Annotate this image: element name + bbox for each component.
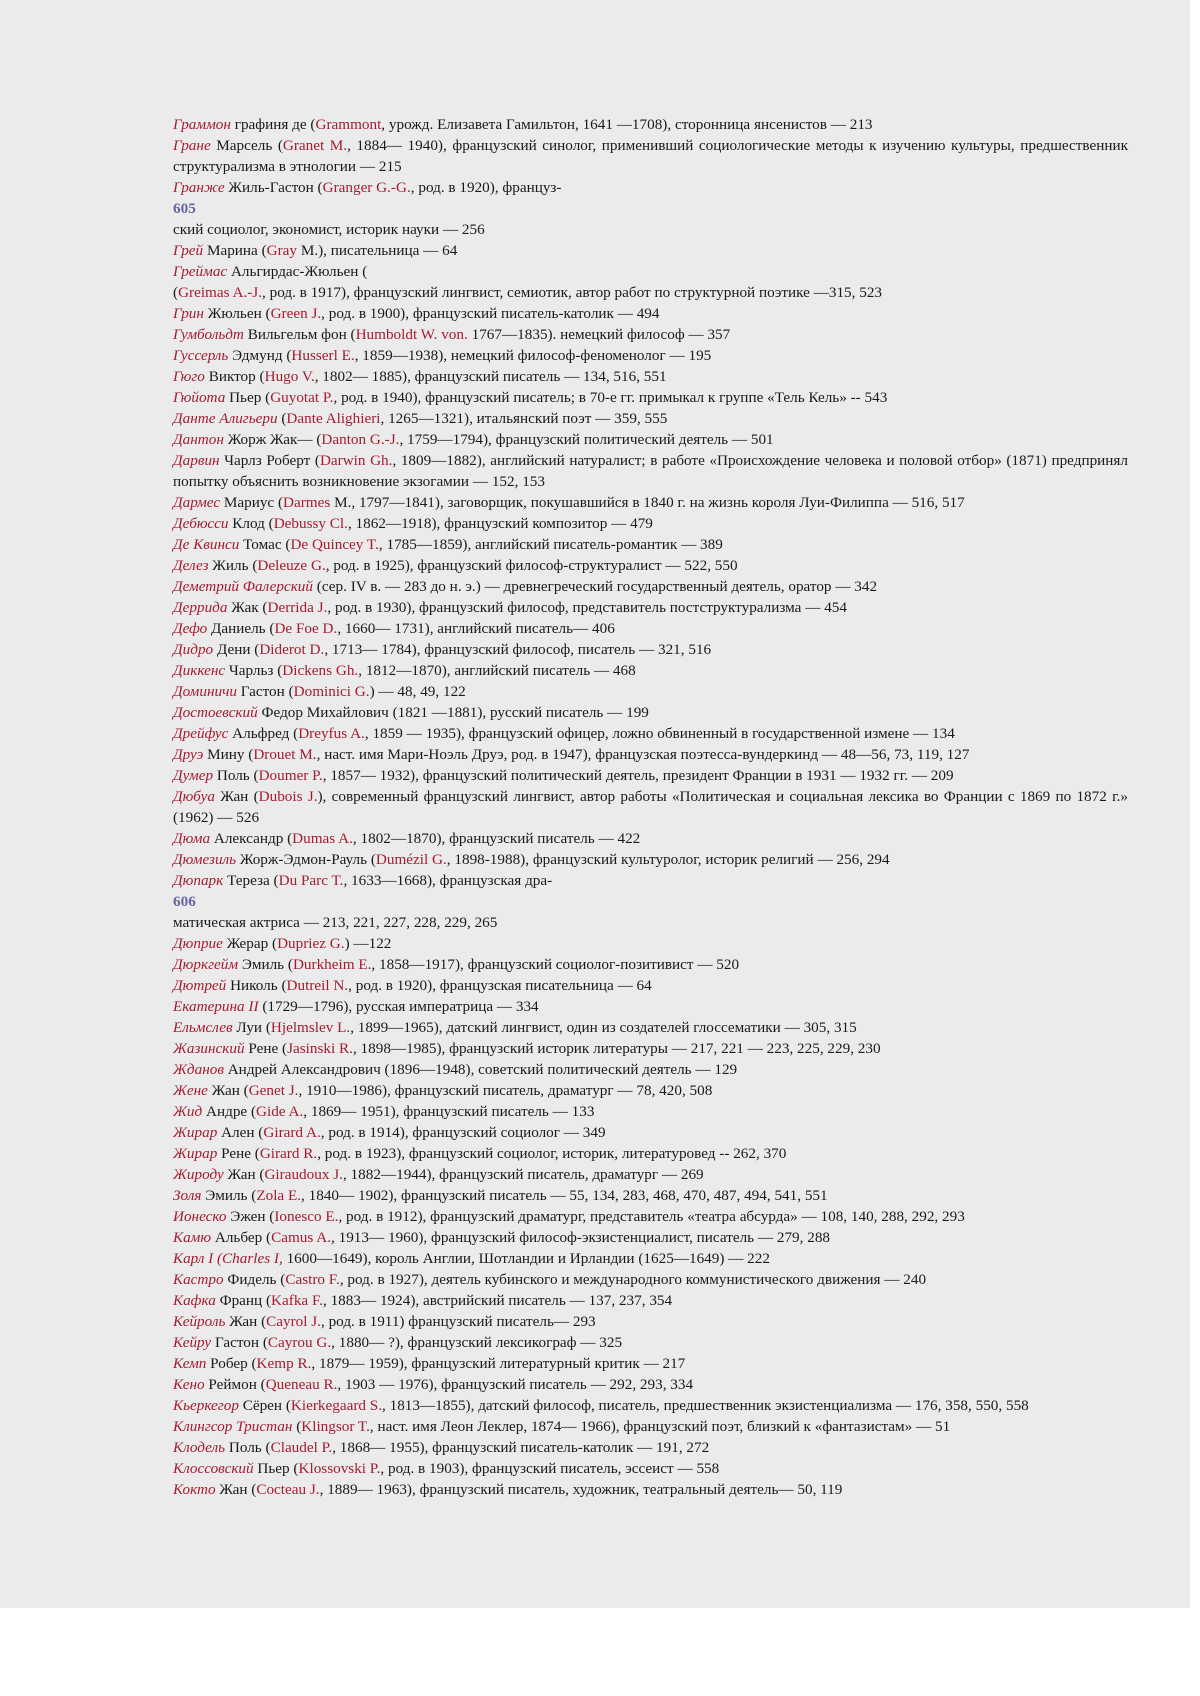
surname: Дефо [173, 620, 208, 637]
original-name: Cayrou G. [267, 1334, 332, 1351]
entry-details: , 1898-1988), французский культуролог, историк религий — 256, 294 [446, 851, 890, 868]
original-name: Dreyfus A. [298, 725, 365, 742]
index-entry [173, 744, 1128, 765]
entry-details: , род. в 1923), французский социолог, историк, литературовед -- 262, 370 [317, 1145, 787, 1162]
surname: Дюприе [173, 935, 223, 952]
index-entry [173, 723, 1128, 744]
entry-details: , род. в 1920), француз- [410, 179, 562, 196]
original-name: Durkheim E. [292, 956, 372, 973]
given-name: Рене ( [244, 1040, 288, 1057]
index-entry [173, 849, 1128, 870]
given-name: Фидель ( [223, 1271, 286, 1288]
entry-details: , род. в 1920), французская писательница — 64 [348, 977, 652, 994]
index-entry [173, 1080, 1128, 1101]
surname: Гюго [173, 368, 205, 385]
given-name: Томас ( [239, 536, 291, 553]
index-entry [173, 1227, 1128, 1248]
index-entry [173, 597, 1128, 618]
entry-details: , род. в 1911) французский писатель— 293 [320, 1313, 596, 1330]
given-name: Ален ( [217, 1124, 264, 1141]
index-entry [173, 555, 1128, 576]
given-name: Сёрен ( [238, 1397, 291, 1414]
index-entry [173, 114, 1128, 135]
entry-details: , 1785—1859), английский писатель-романтик — 389 [378, 536, 723, 553]
surname: Жирар [173, 1145, 218, 1162]
given-name: графиня де ( [230, 116, 316, 133]
entry-details: , род. в 1925), французский философ-структуралист — 522, 550 [325, 557, 738, 574]
surname: Данте Алигьери [173, 410, 278, 427]
entry-details: , 1869— 1951), французский писатель — 133 [303, 1103, 595, 1120]
given-name: Андрей Александрович (1896—1948), советский политический деятель — 129 [223, 1061, 738, 1078]
index-entry [173, 492, 1128, 513]
entry-details: M., 1797—1841), заговорщик, покушавшийся в 1840 г. на жизнь короля Луи-Филиппа — 516, 517 [330, 494, 965, 511]
index-entry [173, 366, 1128, 387]
index-entry [173, 219, 1128, 240]
surname: Де Квинси [173, 536, 240, 553]
given-name: Жан ( [215, 1481, 257, 1498]
surname: Гюйота [173, 389, 226, 406]
index-entry [173, 618, 1128, 639]
entry-details: , 1913— 1960), французский философ-экзистенциалист, писатель — 279, 288 [331, 1229, 831, 1246]
entry-details: , род. в 1903), французский писатель, эссеист — 558 [380, 1460, 720, 1477]
entry-details: 1767—1835). немецкий философ — 357 [467, 326, 731, 343]
surname: Клоссовский [173, 1460, 254, 1477]
surname: Граммон [173, 116, 231, 133]
entry-details: ) — 48, 49, 122 [369, 683, 466, 700]
index-entry [173, 702, 1128, 723]
entry-details: (сер. IV в. — 283 до н. э.) — древнегреческий государственный деятель, оратор — 342 [312, 578, 878, 595]
surname: Дарвин [173, 452, 220, 469]
index-entry [173, 639, 1128, 660]
index-entry [173, 996, 1128, 1017]
given-name: Жак ( [227, 599, 268, 616]
entry-details: , 1883— 1924), австрийский писатель — 137, 237, 354 [322, 1292, 673, 1309]
entry-details: , 1813—1855), датский философ, писатель, предшественник экзистенциализма — 176, 358, 550, 558 [382, 1397, 1029, 1414]
surname: Дюпарк [173, 872, 224, 889]
entry-details: , 1868— 1955), французский писатель-католик — 191, 272 [332, 1439, 710, 1456]
original-name: Doumer P. [258, 767, 323, 784]
index-entry [173, 282, 1128, 303]
original-name: Derrida J. [267, 599, 328, 616]
given-name: Франц ( [215, 1292, 272, 1309]
original-name: Granger G.-G. [322, 179, 411, 196]
entry-details: , урожд. Елизавета Гамильтон, 1641 —1708), сторонница янсенистов — 213 [381, 116, 873, 133]
given-name: Поль ( [213, 767, 259, 784]
original-name: De Quincey T. [290, 536, 379, 553]
original-name: De Foe D. [274, 620, 338, 637]
index-entry [173, 1437, 1128, 1458]
entry-details: , 1802— 1885), французский писатель — 134, 516, 551 [314, 368, 667, 385]
index-entry [173, 1206, 1128, 1227]
given-name: Мину ( [203, 746, 254, 763]
original-name: Kierkegaard S. [290, 1397, 383, 1414]
index-entry [173, 1248, 1128, 1269]
original-name: Cocteau J. [256, 1481, 320, 1498]
original-name: Dupriez G. [277, 935, 345, 952]
surname: Дюбуа [173, 788, 215, 805]
index-entry [173, 1101, 1128, 1122]
entry-text: матическая актриса — 213, 221, 227, 228, 229, 265 [173, 914, 498, 931]
entry-details: , род. в 1914), французский социолог — 349 [320, 1124, 606, 1141]
given-name: Жорж Жак— ( [223, 431, 322, 448]
original-name: Darwin Gh. [319, 452, 393, 469]
entry-details: , 1859—1938), немецкий философ-феноменолог — 195 [354, 347, 712, 364]
surname: Кейру [173, 1334, 212, 1351]
given-name: ( [277, 410, 287, 427]
index-entry [173, 240, 1128, 261]
original-name: Guyotat P. [270, 389, 334, 406]
original-name: Diderot D. [259, 641, 325, 658]
index-entry [173, 681, 1128, 702]
given-name: Марсель ( [210, 137, 283, 154]
name-index [173, 114, 1128, 1500]
original-name: Camus A. [271, 1229, 332, 1246]
index-entry [173, 786, 1128, 828]
surname: Екатерина II [173, 998, 259, 1015]
index-entry [173, 135, 1128, 177]
surname: Жирар [173, 1124, 218, 1141]
given-name: Федор Михайлович (1821 —1881), русский писатель — 199 [257, 704, 649, 721]
entry-details: , 1713— 1784), французский философ, писатель — 321, 516 [324, 641, 712, 658]
given-name: Андре ( [202, 1103, 257, 1120]
given-name: Виктор ( [204, 368, 265, 385]
entry-details: , 1899—1965), датский лингвист, один из создателей глоссематики — 305, 315 [350, 1019, 857, 1036]
entry-details: , 1633—1668), французская дра- [343, 872, 553, 889]
given-name: Пьер ( [225, 389, 271, 406]
index-entry [173, 450, 1128, 492]
given-name: Марина ( [203, 242, 267, 259]
index-entry [173, 1353, 1128, 1374]
given-name: Даниель ( [207, 620, 275, 637]
surname: Кьеркегор [173, 1397, 239, 1414]
index-entry [173, 1395, 1128, 1416]
entry-details: , наст. имя Мари-Ноэль Друэ, род. в 1947), французская поэтесса-вундеркинд — 48—56, 73, 119, 127 [316, 746, 970, 763]
index-entry [173, 1458, 1128, 1479]
given-name: Реймон ( [204, 1376, 266, 1393]
given-name: Жан ( [207, 1082, 249, 1099]
original-name: Kafka F. [271, 1292, 323, 1309]
surname: Камю [173, 1229, 212, 1246]
surname: Деметрий Фалерский [173, 578, 313, 595]
original-name: Danton G.-J. [321, 431, 400, 448]
index-entry [173, 1143, 1128, 1164]
surname: Жене [173, 1082, 208, 1099]
index-entry [173, 1269, 1128, 1290]
index-entry [173, 933, 1128, 954]
index-entry [173, 1311, 1128, 1332]
index-entry [173, 345, 1128, 366]
given-name: Робер ( [206, 1355, 257, 1372]
entry-details: , 1857— 1932), французский политический деятель, президент Франции в 1931 — 1932 гг. — 209 [322, 767, 954, 784]
given-name: Жиль ( [208, 557, 258, 574]
entry-details: , 1858—1917), французский социолог-позитивист — 520 [371, 956, 740, 973]
surname: Кастро [173, 1271, 224, 1288]
original-name: Dominici G. [293, 683, 370, 700]
entry-details: , 1879— 1959), французский литературный критик — 217 [311, 1355, 686, 1372]
entry-details: , род. в 1940), французский писатель; в 70-е гг. примыкал к группе «Тель Кель» -- 543 [333, 389, 888, 406]
surname: Греймас [173, 263, 228, 280]
index-entry [173, 1122, 1128, 1143]
surname: Доминичи [173, 683, 237, 700]
original-name: Claudel P. [270, 1439, 333, 1456]
original-name: Grammont [315, 116, 382, 133]
surname: Дармес [173, 494, 221, 511]
surname: Кейроль [173, 1313, 226, 1330]
given-name: Гастон ( [236, 683, 294, 700]
index-entry [173, 1185, 1128, 1206]
index-entry [173, 975, 1128, 996]
entry-text: ( [173, 284, 179, 301]
original-name: Du Parc T. [278, 872, 344, 889]
index-entry [173, 1479, 1128, 1500]
surname: Дюмезиль [173, 851, 237, 868]
index-entry [173, 1374, 1128, 1395]
surname: Дюркгейм [173, 956, 239, 973]
original-name: Humboldt W. von. [355, 326, 468, 343]
given-name: Вильгельм фон ( [243, 326, 356, 343]
surname: Думер [173, 767, 214, 784]
surname: Жид [173, 1103, 203, 1120]
given-name: Клод ( [228, 515, 274, 532]
given-name: Эдмунд ( [228, 347, 292, 364]
original-name: Dante Alighieri [286, 410, 381, 427]
given-name: Луи ( [232, 1019, 271, 1036]
surname: Достоевский [173, 704, 258, 721]
surname: Деррида [173, 599, 228, 616]
index-entry [173, 1059, 1128, 1080]
original-name: Dutreil N. [286, 977, 349, 994]
given-name: (1729—1796), русская императрица — 334 [258, 998, 539, 1015]
index-entry [173, 408, 1128, 429]
given-name: Рене ( [217, 1145, 260, 1162]
surname: Кокто [173, 1481, 216, 1498]
entry-details: , 1859 — 1935), французский офицер, ложно обвиненный в государственной измене — 134 [364, 725, 955, 742]
entry-details: , 1840— 1902), французский писатель — 55, 134, 283, 468, 470, 487, 494, 541, 551 [301, 1187, 828, 1204]
entry-details: , 1882—1944), французский писатель, драматург — 269 [342, 1166, 704, 1183]
index-entry [173, 1416, 1128, 1437]
surname: Грей [173, 242, 204, 259]
original-name: Debussy Cl. [273, 515, 348, 532]
given-name: Эмиль ( [238, 956, 293, 973]
entry-details: , 1812—1870), английский писатель — 468 [358, 662, 636, 679]
original-name: Granet M. [282, 137, 348, 154]
given-name: ( [292, 1418, 302, 1435]
given-name: Эмиль ( [201, 1187, 257, 1204]
surname: Грин [173, 305, 204, 322]
given-name: Жан ( [214, 788, 259, 805]
surname: Диккенс [173, 662, 226, 679]
entry-details: , 1910—1986), французский писатель, драматург — 78, 420, 508 [298, 1082, 713, 1099]
given-name: Жюльен ( [203, 305, 271, 322]
given-name: Поль ( [225, 1439, 271, 1456]
original-name: Deleuze G. [257, 557, 326, 574]
surname: Друэ [173, 746, 204, 763]
original-name: Ionesco E. [274, 1208, 339, 1225]
surname: Дюма [173, 830, 211, 847]
original-name: Dickens Gh. [282, 662, 359, 679]
given-name: Александр ( [210, 830, 293, 847]
entry-details: , 1889— 1963), французский писатель, художник, театральный деятель— 50, 119 [319, 1481, 843, 1498]
surname: Гуссерль [173, 347, 229, 364]
index-entry [173, 513, 1128, 534]
original-name: Drouet M. [253, 746, 317, 763]
surname: Дидро [173, 641, 214, 658]
original-name: Darmes [283, 494, 331, 511]
given-name: Чарльз ( [225, 662, 283, 679]
given-name: Дени ( [213, 641, 260, 658]
original-name: Dumézil G. [375, 851, 447, 868]
original-name: Green J. [270, 305, 322, 322]
entry-details: , 1903 — 1976), французский писатель — 292, 293, 334 [337, 1376, 694, 1393]
original-name: Klingsor T. [301, 1418, 370, 1435]
given-name: Тереза ( [223, 872, 279, 889]
given-name: Жан ( [223, 1166, 265, 1183]
surname: Дебюсси [173, 515, 229, 532]
given-name: Жорж-Эдмон-Рауль ( [236, 851, 376, 868]
original-name: Kemp R. [256, 1355, 312, 1372]
entry-details: , 1759—1794), французский политический деятель — 501 [399, 431, 774, 448]
surname: Жданов [173, 1061, 224, 1078]
original-name: Dumas A. [292, 830, 353, 847]
index-entry [173, 828, 1128, 849]
original-name: Girard R. [259, 1145, 318, 1162]
surname: Гране [173, 137, 211, 154]
entry-details: , 1802—1870), французский писатель — 422 [352, 830, 641, 847]
surname: Жазинский [173, 1040, 245, 1057]
entry-details: , наст. имя Леон Леклер, 1874— 1966), французский поэт, близкий к «фантазистам» — 51 [369, 1418, 951, 1435]
surname: Карл I (Charles I, [173, 1250, 283, 1267]
original-name: Genet J. [248, 1082, 299, 1099]
original-name: Cayrol J. [266, 1313, 321, 1330]
entry-details: , 1880— ?), французский лексикограф — 325 [331, 1334, 623, 1351]
original-name: Gray [266, 242, 298, 259]
entry-details: ), современный французский лингвист, автор работы «Политическая и социальная лексика во Франции с 1869 по 1872 г.» (1962) — 526 [173, 788, 1129, 826]
surname: Делез [173, 557, 209, 574]
original-name: Gide A. [256, 1103, 304, 1120]
entry-details: , род. в 1927), деятель кубинского и международного коммунистического движения — 240 [339, 1271, 927, 1288]
given-name: Пьер ( [253, 1460, 299, 1477]
given-name: Гастон ( [211, 1334, 268, 1351]
index-entry [173, 870, 1128, 891]
given-name: Николь ( [226, 977, 287, 994]
original-name: Castro F. [285, 1271, 340, 1288]
index-entry [173, 324, 1128, 345]
surname: Клингсор Тристан [173, 1418, 293, 1435]
surname: Ионеско [173, 1208, 227, 1225]
surname: Кафка [173, 1292, 216, 1309]
index-entry [173, 1290, 1128, 1311]
original-name: Husserl E. [291, 347, 355, 364]
surname: Жироду [173, 1166, 224, 1183]
index-entry [173, 576, 1128, 597]
entry-details: , 1898—1985), французский историк литературы — 217, 221 — 223, 225, 229, 230 [352, 1040, 881, 1057]
surname: Кено [173, 1376, 205, 1393]
entry-details: 1600—1649), король Англии, Шотландии и Ирландии (1625—1649) — 222 [282, 1250, 770, 1267]
original-name: Zola E. [256, 1187, 302, 1204]
given-name: Жиль-Гастон ( [224, 179, 323, 196]
index-entry [173, 1332, 1128, 1353]
entry-details: , род. в 1930), французский философ, представитель постструктурализма — 454 [327, 599, 847, 616]
index-entry [173, 660, 1128, 681]
original-name: Hjelmslev L. [270, 1019, 351, 1036]
entry-details: , 1884— 1940), французский синолог, применивший социологические методы к изучению культуры, предшественник структурализма в этнологии — 215 [173, 137, 1128, 175]
given-name: Жан ( [225, 1313, 267, 1330]
given-name: Жерар ( [222, 935, 278, 952]
surname: Дантон [173, 431, 224, 448]
entry-details: , 1265—1321), итальянский поэт — 359, 555 [380, 410, 668, 427]
given-name: Альфред ( [228, 725, 299, 742]
entry-details: M.), писательница — 64 [297, 242, 458, 259]
entry-details: , род. в 1900), французский писатель-католик — 494 [321, 305, 660, 322]
entry-details: , 1809—1882), английский натуралист; в работе «Происхождение человека и половой отбор» (1871) предпринял попытку объяснить возникновение экзогамии — 152, 153 [173, 452, 1128, 490]
entry-details: ) —122 [344, 935, 392, 952]
original-name: Hugo V. [264, 368, 315, 385]
original-name: Dubois J. [258, 788, 318, 805]
index-entry [173, 177, 1128, 198]
index-entry [173, 912, 1128, 933]
index-entry [173, 1038, 1128, 1059]
surname: Золя [173, 1187, 202, 1204]
given-name: Чарлз Роберт ( [219, 452, 320, 469]
surname: Ельмслев [173, 1019, 233, 1036]
given-name: Альгирдас-Жюльен ( [227, 263, 368, 280]
surname: Клодель [173, 1439, 226, 1456]
given-name: Мариус ( [220, 494, 284, 511]
surname: Дрейфус [173, 725, 229, 742]
surname: Дютрей [173, 977, 227, 994]
index-entry [173, 954, 1128, 975]
given-name: Эжен ( [226, 1208, 275, 1225]
page-number: 606 [173, 893, 196, 910]
index-entry [173, 387, 1128, 408]
original-name: Klossovski P. [298, 1460, 381, 1477]
entry-details: , 1862—1918), французский композитор — 479 [347, 515, 653, 532]
original-name: Greimas A.-J. [178, 284, 263, 301]
index-entry [173, 1017, 1128, 1038]
index-entry [173, 303, 1128, 324]
original-name: Jasinski R. [287, 1040, 353, 1057]
original-name: Queneau R. [265, 1376, 338, 1393]
surname: Гранже [173, 179, 225, 196]
entry-details: , род. в 1917), французский лингвист, семиотик, автор работ по структурной поэтике —315, 523 [262, 284, 883, 301]
original-name: Girard A. [263, 1124, 321, 1141]
entry-details: , 1660— 1731), английский писатель— 406 [337, 620, 615, 637]
index-entry [173, 534, 1128, 555]
original-name: Giraudoux J. [264, 1166, 343, 1183]
entry-details: , род. в 1912), французский драматург, представитель «театра абсурда» — 108, 140, 288, 292, 293 [338, 1208, 965, 1225]
surname: Гумбольдт [173, 326, 244, 343]
index-entry [173, 765, 1128, 786]
index-entry [173, 429, 1128, 450]
given-name: Альбер ( [211, 1229, 272, 1246]
entry-text: ский социолог, экономист, историк науки — 256 [173, 221, 485, 238]
index-entry [173, 1164, 1128, 1185]
surname: Кемп [173, 1355, 207, 1372]
page-number: 605 [173, 200, 196, 217]
index-entry [173, 261, 1128, 282]
